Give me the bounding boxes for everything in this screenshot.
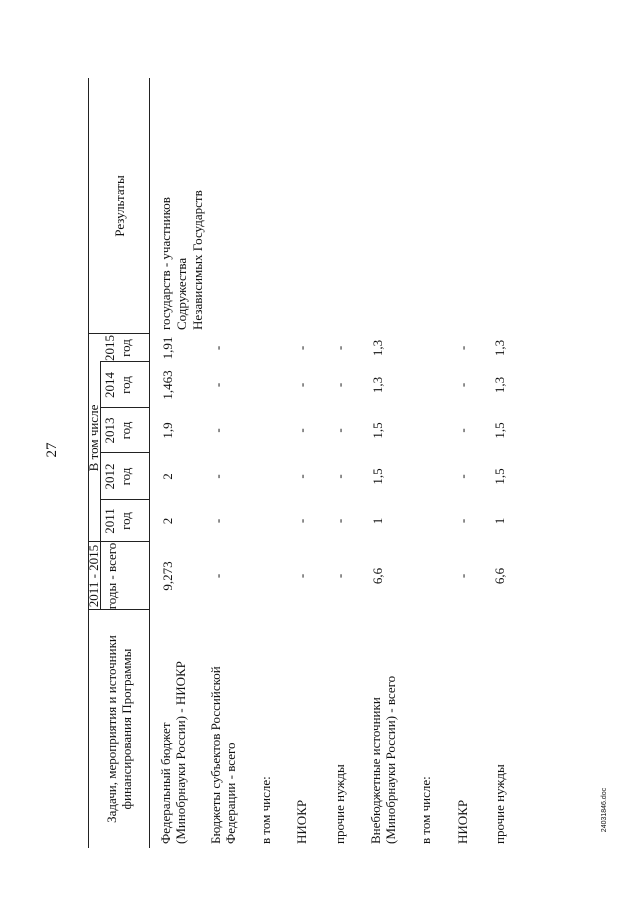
row-value: - — [332, 518, 347, 524]
row-label: прочие нужды — [492, 764, 507, 844]
row-value: 1,3 — [370, 339, 385, 357]
header-year-unit: год — [118, 376, 133, 394]
header-year-value: 2015 — [102, 335, 117, 361]
row-value: - — [455, 474, 470, 479]
row-value: 1 — [492, 517, 507, 525]
row-value: 1,5 — [370, 422, 385, 439]
row-value: 1,5 — [370, 468, 385, 485]
header-year — [102, 362, 134, 408]
header-year-unit: год — [118, 512, 133, 530]
row-value: - — [455, 345, 470, 351]
row-value: 1,91 — [160, 336, 175, 360]
row-value: - — [210, 345, 225, 351]
row-label: Федеральный бюджет (Минобрнауки России) - НИОКР — [158, 661, 188, 844]
page-number: 27 — [44, 442, 60, 458]
row-value: 1 — [370, 517, 385, 525]
row-value: 1,3 — [492, 339, 507, 357]
header-year-value: 2011 — [102, 508, 117, 534]
row-value: - — [294, 345, 309, 351]
header-year-value: 2012 — [102, 463, 117, 490]
header-year — [102, 334, 134, 362]
row-value: 9,273 — [160, 561, 175, 591]
row-value: 6,6 — [370, 567, 385, 585]
header-year-unit: год — [118, 467, 133, 486]
header-year-value: 2013 — [102, 417, 117, 444]
row-label: НИОКР — [455, 799, 470, 844]
header-year-unit: год — [118, 339, 133, 357]
row-value: - — [332, 345, 347, 351]
table-header-bottom-border — [149, 78, 150, 848]
row-label: в том числе: — [418, 776, 433, 844]
row-value: 1,5 — [492, 468, 507, 485]
row-value: 1,5 — [492, 422, 507, 439]
row-result: государств - участников Содружества Независимых Государств — [158, 190, 205, 330]
row-value: - — [455, 428, 470, 433]
row-value: - — [294, 382, 309, 388]
row-value: - — [210, 382, 225, 388]
row-value: - — [294, 518, 309, 524]
header-task: Задачи, мероприятия и источники финансирования Программы — [104, 635, 134, 823]
row-value: - — [332, 573, 347, 579]
footer-filename: 24031846.doc — [601, 787, 608, 833]
row-value: - — [455, 573, 470, 579]
row-label: прочие нужды — [332, 764, 347, 844]
header-year — [102, 500, 134, 542]
header-year — [102, 453, 134, 500]
row-value: - — [210, 518, 225, 524]
row-value: - — [455, 518, 470, 524]
header-year — [102, 408, 134, 453]
row-value: 2 — [160, 517, 175, 525]
row-label: Внебюджетные источники (Минобрнауки России) - всего — [368, 675, 398, 844]
header-period: 2011 - 2015 — [86, 544, 101, 608]
row-value: - — [210, 573, 225, 579]
row-value: - — [294, 573, 309, 579]
row-value: - — [210, 428, 225, 433]
row-value: 1,463 — [160, 370, 175, 400]
row-value: - — [294, 428, 309, 433]
row-value: - — [332, 428, 347, 433]
row-value: - — [332, 474, 347, 479]
row-value: 6,6 — [492, 567, 507, 585]
row-value: 1,3 — [370, 376, 385, 394]
header-year-unit: год — [118, 421, 133, 440]
row-label: НИОКР — [294, 799, 309, 844]
finance-table — [86, 78, 552, 848]
row-value: 1,9 — [160, 422, 175, 439]
row-value: - — [455, 382, 470, 388]
row-value: - — [332, 382, 347, 388]
header-year-value: 2014 — [102, 372, 117, 398]
row-value: 1,3 — [492, 376, 507, 394]
header-total: годы - всего — [104, 542, 119, 610]
row-label: Бюджеты субъектов Российской Федерации - всего — [208, 666, 238, 844]
header-results: Результаты — [112, 175, 127, 237]
row-value: - — [294, 474, 309, 479]
header-incl: В том числе — [86, 404, 101, 472]
row-value: - — [210, 474, 225, 479]
row-value: 2 — [160, 473, 175, 480]
row-label: в том числе: — [258, 776, 273, 844]
